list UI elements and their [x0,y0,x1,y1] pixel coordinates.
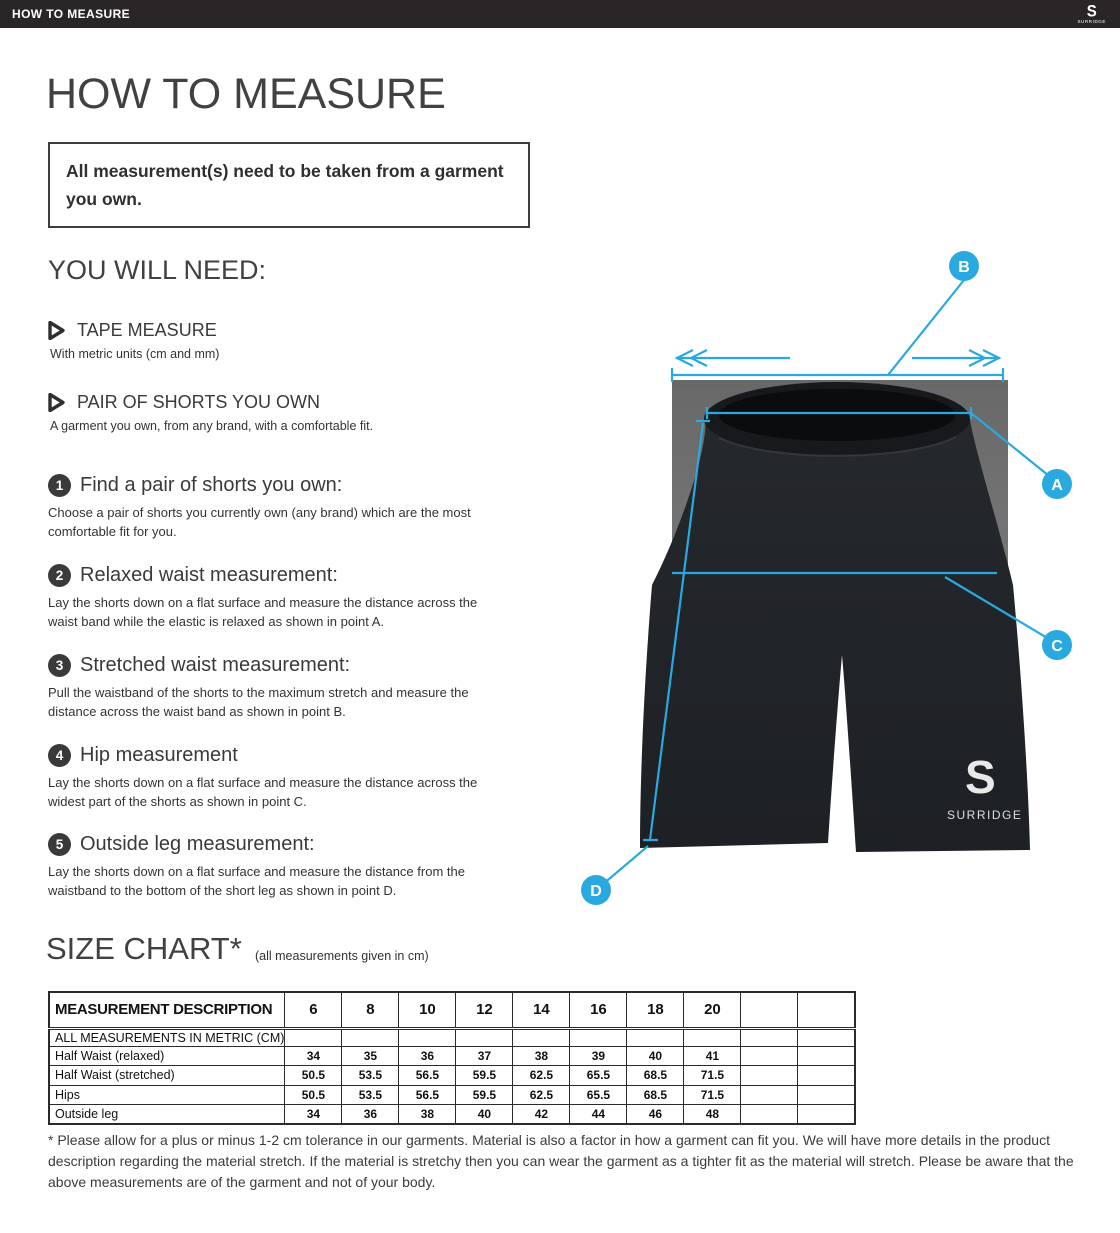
need-item-label: TAPE MEASURE [77,320,217,340]
cell: 40 [627,1046,684,1066]
you-will-need-heading: YOU WILL NEED: [48,255,267,285]
step-description: Choose a pair of shorts you currently own (any brand) which are the most comfortable fit for you. [48,505,471,539]
marker-a-label: A [1051,477,1063,494]
table-row [49,1105,855,1125]
cell: 50.5 [285,1085,342,1105]
step-description: Lay the shorts down on a flat surface and measure the distance across the waist band while the elastic is relaxed as shown in point A. [48,595,478,629]
surridge-s-icon: S [1086,1,1097,21]
cell: 40 [456,1105,513,1125]
cell: 62.5 [513,1085,570,1105]
cell [798,1066,855,1086]
need-item-tape-measure [48,320,219,361]
cell: 35 [342,1046,399,1066]
step-number-badge: 4 [48,744,71,767]
step-number-badge: 3 [48,654,71,677]
cell: 38 [513,1046,570,1066]
cell: 36 [342,1105,399,1125]
cell: 50.5 [285,1066,342,1086]
cell: 37 [456,1046,513,1066]
metric-note: ALL MEASUREMENTS IN METRIC (CM) [49,1028,285,1046]
marker-b-label: B [958,259,970,276]
step-title: Hip measurement [80,744,238,766]
column-header: 18 [627,992,684,1028]
step-2 [48,564,520,632]
triangle-bullet-icon [48,321,65,340]
cell [741,1046,798,1066]
waist-opening [719,389,955,441]
cell [798,1085,855,1105]
cell: 65.5 [570,1066,627,1086]
row-label: Hips [49,1085,285,1105]
column-header: 6 [285,992,342,1028]
column-header: 16 [570,992,627,1028]
need-item-shorts [48,392,373,433]
cell: 42 [513,1105,570,1125]
row-label: Half Waist (stretched) [49,1066,285,1086]
cell [798,1105,855,1125]
row-label: Half Waist (relaxed) [49,1046,285,1066]
size-chart-heading: SIZE CHART* [46,931,242,966]
cell: 68.5 [627,1085,684,1105]
step-title: Outside leg measurement: [80,833,315,855]
step-number-badge: 1 [48,474,71,497]
surridge-wordmark: SURRIDGE [1077,18,1106,24]
table-row [49,1085,855,1105]
step-1 [48,474,520,542]
step-5 [48,833,520,901]
need-item-description: With metric units (cm and mm) [50,347,220,361]
cell [741,1085,798,1105]
size-chart-table [48,991,856,1125]
step-number-badge: 2 [48,564,71,587]
tolerance-footnote: * Please allow for a plus or minus 1-2 cm tolerance in our garments. Material is also a factor in how a garment can fit you. We will have more details in the product description regarding the material stretch. If the material is stretchy then you can wear the garment as a tighter fit as the material will stretch. Please be aware that the above measurements are of the garment and not of your body. [48,1132,1074,1190]
need-item-label: PAIR OF SHORTS YOU OWN [77,392,321,412]
cell [741,1105,798,1125]
page-title: HOW TO MEASURE [46,70,446,118]
marker-d-leader [602,846,648,885]
step-4 [48,744,520,812]
cell: 65.5 [570,1085,627,1105]
step-description: Lay the shorts down on a flat surface and measure the distance across the widest part of the shorts as shown in point C. [48,775,478,809]
column-header [798,992,855,1028]
table-header-row [49,992,855,1028]
marker-d-label: D [590,883,602,900]
shorts-measurement-diagram [560,230,1110,930]
cell: 56.5 [399,1085,456,1105]
note-box [48,142,530,228]
cell: 44 [570,1105,627,1125]
stretch-arrow-left-icon [676,350,790,366]
table-row [49,1046,855,1066]
row-label: Outside leg [49,1105,285,1125]
garment-logo-s: S [965,751,996,803]
cell: 53.5 [342,1066,399,1086]
surridge-logo [1077,1,1108,25]
cell: 53.5 [342,1085,399,1105]
cell: 71.5 [684,1085,741,1105]
cell: 41 [684,1046,741,1066]
topbar-title: HOW TO MEASURE [12,7,131,21]
step-title: Stretched waist measurement: [80,654,351,676]
topbar [0,0,1120,28]
cell: 56.5 [399,1066,456,1086]
cell: 59.5 [456,1085,513,1105]
step-description: Pull the waistband of the shorts to the maximum stretch and measure the distance across the waist band as shown in point B. [48,685,469,719]
column-header [741,992,798,1028]
cell: 34 [285,1105,342,1125]
step-description: Lay the shorts down on a flat surface and measure the distance from the waistband to the bottom of the short leg as shown in point D. [48,864,465,898]
cell: 39 [570,1046,627,1066]
triangle-bullet-icon [48,393,65,412]
cell: 62.5 [513,1066,570,1086]
table-metric-row [49,1028,855,1046]
cell: 46 [627,1105,684,1125]
cell: 38 [399,1105,456,1125]
cell: 59.5 [456,1066,513,1086]
column-header: 14 [513,992,570,1028]
step-3 [48,654,520,722]
step-number-badge: 5 [48,833,71,856]
marker-c-label: C [1051,638,1063,655]
table-row [49,1066,855,1086]
cell: 68.5 [627,1066,684,1086]
cell: 71.5 [684,1066,741,1086]
cell: 36 [399,1046,456,1066]
stretch-arrow-right-icon [912,350,1000,366]
need-item-description: A garment you own, from any brand, with a comfortable fit. [50,419,374,433]
cell [741,1066,798,1086]
column-header: MEASUREMENT DESCRIPTION [49,992,285,1028]
step-title: Relaxed waist measurement: [80,564,338,586]
step-title: Find a pair of shorts you own: [80,474,343,496]
column-header: 8 [342,992,399,1028]
column-header: 10 [399,992,456,1028]
garment-logo-word: SURRIDGE [947,808,1023,822]
marker-b-leader [888,280,964,375]
cell: 34 [285,1046,342,1066]
size-chart-subheading: (all measurements given in cm) [255,949,429,963]
note-text: All measurement(s) need to be taken from a garment you own. [66,161,504,209]
cell: 48 [684,1105,741,1125]
column-header: 20 [684,992,741,1028]
cell [798,1046,855,1066]
column-header: 12 [456,992,513,1028]
